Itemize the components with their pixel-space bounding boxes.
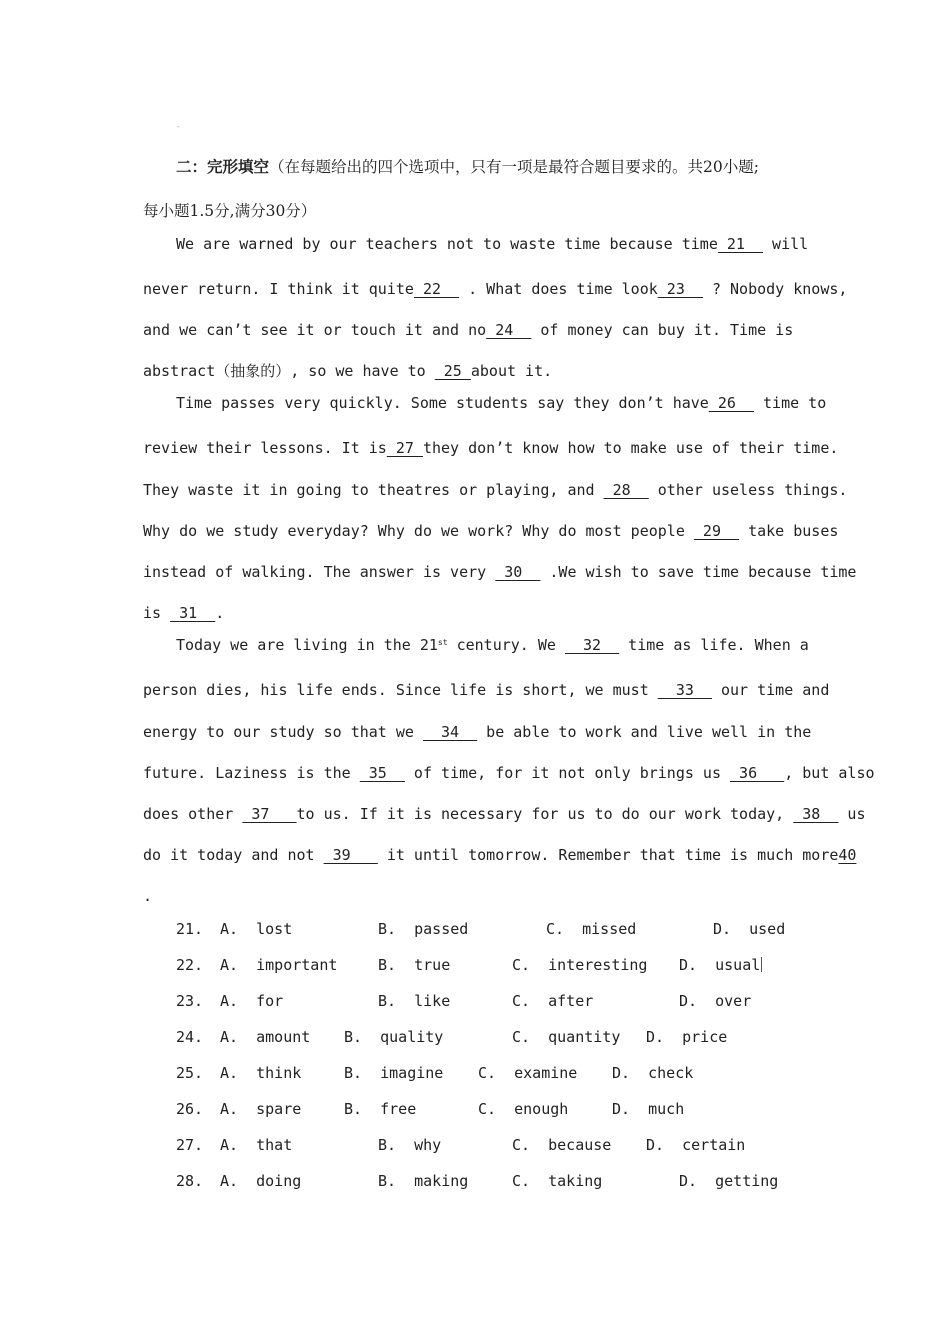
option-b[interactable]: B. passed [378,920,469,938]
blank-27[interactable]: 27 [386,439,423,457]
blank-28[interactable]: 28 [603,481,649,499]
option-a[interactable]: A. amount [220,1028,311,1046]
option-a[interactable]: A. doing [220,1172,302,1190]
text: never return. I think it quite [143,280,414,298]
p2-line-1 [176,393,826,413]
option-b[interactable]: B. free [344,1100,417,1118]
option-c[interactable]: C. examine [478,1064,578,1082]
option-c[interactable]: C. because [512,1136,612,1154]
p3-line-5 [143,804,865,824]
text: . [215,604,225,622]
option-c[interactable]: C. taking [512,1172,603,1190]
text: century. We [447,636,565,654]
option-b[interactable]: B. making [378,1172,469,1190]
text: about it. [470,362,553,380]
question-number: 22. [176,956,204,974]
question-number: 24. [176,1028,204,1046]
text: ? Nobody knows, [702,280,848,298]
blank-26[interactable]: 26 [708,394,754,412]
option-a[interactable]: A. lost [220,920,293,938]
option-d[interactable]: D. check [612,1064,694,1082]
option-c[interactable]: C. enough [478,1100,569,1118]
p1-line-2 [143,279,847,299]
text: They waste it in going to theatres or playing, and [143,481,604,499]
question-number: 21. [176,920,204,938]
p3-line-7: . [143,887,153,905]
text: our time and [711,681,830,699]
question-number: 23. [176,992,204,1010]
p3-line-2 [143,680,829,700]
option-a[interactable]: A. spare [220,1100,302,1118]
question-number: 25. [176,1064,204,1082]
question-number: 28. [176,1172,204,1190]
blank-36[interactable]: 36 [730,764,785,782]
blank-23[interactable]: 23 [657,280,703,298]
text: time to [753,394,827,412]
option-d[interactable]: D. price [646,1028,728,1046]
blank-39[interactable]: 39 [323,846,378,864]
option-b[interactable]: B. imagine [344,1064,444,1082]
blank-32[interactable]: 32 [564,636,620,654]
question-number: 26. [176,1100,204,1118]
text: other useless things. [648,481,848,499]
section-title [176,157,759,177]
option-b[interactable]: B. like [378,992,451,1010]
option-d[interactable]: D. much [612,1100,685,1118]
p2-line-3 [143,480,847,500]
option-d[interactable]: D. over [679,992,752,1010]
text: take buses [739,522,839,540]
blank-35[interactable]: 35 [359,764,405,782]
text: .We wish to save time because time [540,563,857,581]
text: does other [143,805,243,823]
text: instead of walking. The answer is very [143,563,496,581]
option-a[interactable]: A. for [220,992,284,1010]
text: they don’t know how to make use of their time. [422,439,839,457]
option-d[interactable]: D. certain [646,1136,746,1154]
blank-33[interactable]: 33 [657,681,712,699]
option-c[interactable]: C. interesting [512,956,648,974]
blank-38[interactable]: 38 [793,805,839,823]
blank-30[interactable]: 30 [495,563,541,581]
text: . What does time look [459,280,658,298]
blank-21[interactable]: 21 [717,235,764,253]
section-title-continued: 每小题1.5分,满分30分） [143,202,317,220]
text: it until tomorrow. Remember that time is much more [377,846,839,864]
option-c[interactable]: C. quantity [512,1028,621,1046]
text: is [143,604,171,622]
p1-line-4 [143,361,552,381]
p2-line-5 [143,562,856,582]
blank-29[interactable]: 29 [693,522,740,540]
option-a[interactable]: A. that [220,1136,293,1154]
blank-24[interactable]: 24 [486,321,532,339]
blank-31[interactable]: 31 [170,604,216,622]
p3-line-1 [176,635,809,655]
p2-line-2 [143,438,838,458]
text: person dies, his life ends. Since life is short, we must [143,681,658,699]
text: to us. If it is necessary for us to do our work today, [296,805,794,823]
text: time as life. When a [619,636,809,654]
blank-34[interactable]: 34 [422,723,478,741]
option-c[interactable]: C. missed [546,920,637,938]
option-b[interactable]: B. true [378,956,451,974]
option-b[interactable]: B. quality [344,1028,444,1046]
text: We are warned by our teachers not to waste time because time [176,235,718,253]
option-b[interactable]: B. why [378,1136,442,1154]
blank-40[interactable]: 40 [838,846,857,864]
option-d[interactable]: D. getting [679,1172,779,1190]
option-d-text: D. usual [679,956,761,974]
question-number: 27. [176,1136,204,1154]
text: Today we are living in the 21 [176,636,438,654]
text: us [838,805,866,823]
text: will [763,235,809,253]
p3-line-6 [143,845,856,865]
text: Time passes very quickly. Some students say they don’t have [176,394,709,412]
section-title-bold: 二：完形填空 [176,157,270,176]
option-a[interactable]: A. important [220,956,338,974]
text: abstract（抽象的）, so we have to [143,362,435,380]
text: do it today and not [143,846,324,864]
blank-25[interactable]: 25 [434,362,471,380]
section-title-note: （在每题给出的四个选项中，只有一项是最符合题目要求的。共20小题; [269,158,759,176]
page-mark: - [176,122,181,131]
p3-line-4 [143,763,875,783]
text: and we can’t see it or touch it and no [143,321,487,339]
option-c[interactable]: C. after [512,992,594,1010]
text: Why do we study everyday? Why do we work? Why do most people [143,522,694,540]
text: of time, for it not only brings us [404,764,731,782]
p2-line-4 [143,521,838,541]
p1-line-1 [176,234,808,254]
p1-line-3 [143,320,793,340]
p3-line-3 [143,722,811,742]
text: , but also [784,764,875,782]
option-d[interactable] [679,955,762,975]
option-a[interactable]: A. think [220,1064,302,1082]
text: energy to our study so that we [143,723,423,741]
option-d[interactable]: D. used [713,920,786,938]
p2-line-6 [143,603,224,623]
superscript: st [437,638,448,647]
text: future. Laziness is the [143,764,360,782]
blank-37[interactable]: 37 [242,805,297,823]
text-cursor [761,957,762,972]
text: be able to work and live well in the [477,723,812,741]
text: review their lessons. It is [143,439,387,457]
blank-22[interactable]: 22 [413,280,460,298]
text: of money can buy it. Time is [531,321,794,339]
